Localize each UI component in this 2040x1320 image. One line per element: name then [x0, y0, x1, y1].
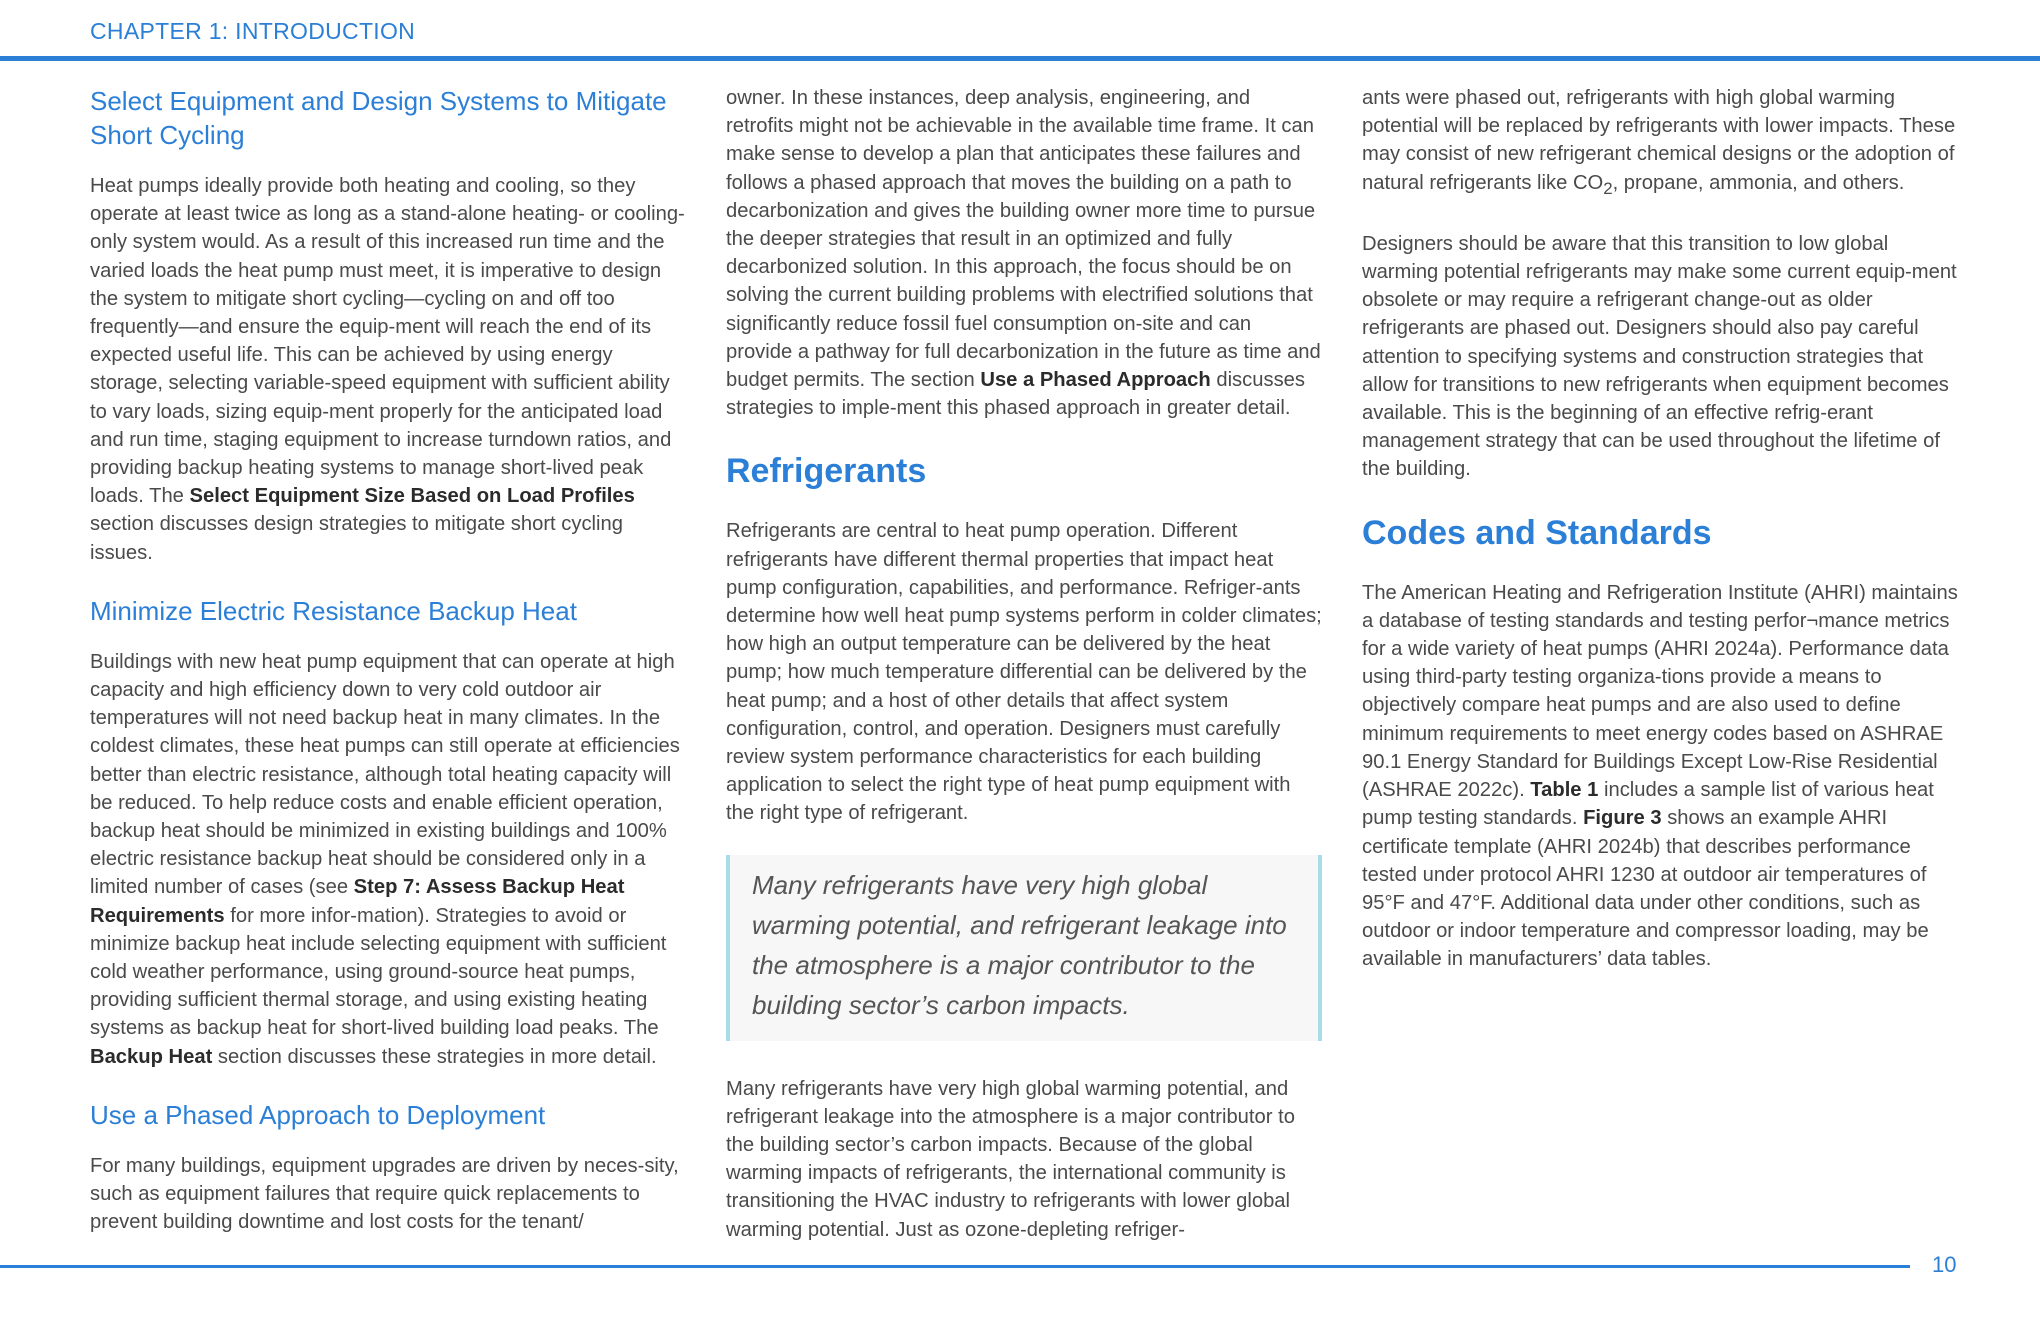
link-select-equipment-size: Select Equipment Size Based on Load Profiles [189, 485, 635, 508]
text-run: ants were phased out, refrigerants with high global warming potential will be replaced by refrigerants with lower impacts. These may consist of new refrigerant chemical designs or the adoption of natural refrigerants like CO [1362, 87, 1956, 194]
text-run: includes a sample list of various heat pump testing standards. [1362, 779, 1934, 830]
text-run: discusses strategies to imple-ment this phased approach in greater detail. [726, 369, 1305, 420]
paragraph-phased-approach: For many buildings, equipment upgrades are driven by neces-sity, such as equipment failures that require quick replacements to prevent building downtime and lost costs for the tenant/ [90, 1154, 679, 1234]
text-run: Buildings with new heat pump equipment that can operate at high capacity and high efficiency down to very cold outdoor air temperatures will not need backup heat in many climates. In the coldest climates, these heat pumps can still operate at efficiencies better than electric resistance, although total heating capacity will be reduced. To help reduce costs and enable efficient operation, backup heat should be minimized in existing buildings and 100% electric resistance backup heat should be considered only in a limited number of cases (see [90, 650, 680, 899]
pull-quote-text: Many refrigerants have very high global warming potential, and refrigerant leakage into the atmosphere is a major contributor to the building sector’s carbon impacts. [752, 869, 1287, 1020]
paragraph-phased-continued [726, 84, 1322, 422]
paragraph-short-cycling [90, 172, 686, 567]
section-heading-short-cycling: Select Equipment and Design Systems to Mitigate Short Cycling [90, 86, 667, 150]
header-rule [0, 56, 2040, 61]
paragraph-refrigerants: Refrigerants are central to heat pump operation. Different refrigerants have different thermal properties that impact heat pump configuration, capabilities, and performance. Refriger-ants determine how well heat pump systems perform in colder climates; how high an output temperature can be delivered by the heat pump; how much temperature differential can be delivered by the heat pump; and a host of other details that affect system configuration, control, and operation. Designers must carefully review system performance characteristics for each building application to select the right type of heat pump equipment with the right type of refrigerant. [726, 520, 1322, 825]
section-heading-refrigerants: Refrigerants [726, 452, 927, 491]
column-3 [1362, 84, 1958, 1001]
text-run: , propane, ammonia, and others. [1612, 171, 1905, 194]
text-run: owner. In these instances, deep analysis, engineering, and retrofits might not be achievable in the available time frame. It can make sense to develop a plan that anticipates these failures and follows a phased approach that moves the building on a path to decarbonization and gives the building owner more time to pursue the deeper strategies that result in an optimized and fully decarbonized solution. In this approach, the focus should be on solving the current building problems with electrified solutions that significantly reduce fossil fuel consumption on-site and can provide a pathway for full decarbonization in the future as time and budget permits. The section [726, 87, 1321, 392]
text-run: The American Heating and Refrigeration Institute (AHRI) maintains a database of testing standards and testing perfor¬mance metrics for a wide variety of heat pumps (AHRI 2024a). Performance data using third-party testing organiza-tions provide a means to objectively compare heat pumps and are also used to define minimum requirements to meet energy codes based on ASHRAE 90.1 Energy Standard for Buildings Except Low-Rise Residential (ASHRAE 2022c). [1362, 581, 1958, 802]
section-heading-backup-heat: Minimize Electric Resistance Backup Heat [90, 595, 577, 626]
section-heading-codes-standards: Codes and Standards [1362, 513, 1712, 552]
footer-rule [0, 1265, 1910, 1268]
link-table-1: Table 1 [1530, 779, 1599, 802]
text-run: shows an example AHRI certificate template (AHRI 2024b) that describes performance tested under protocol AHRI 1230 at outdoor air temperatures of 95°F and 47°F. Additional data under other conditions, such as outdoor or indoor temperature and compressor loading, may be available in manufacturers’ data tables. [1362, 807, 1929, 971]
link-figure-3: Figure 3 [1583, 807, 1662, 830]
column-1 [90, 84, 686, 1264]
page-number: 10 [1932, 1252, 1957, 1277]
paragraph-refrigerants-continued [1362, 84, 1958, 203]
link-step-7: Step 7: Assess Backup Heat Requirements [90, 876, 625, 927]
column-2 [726, 84, 1322, 1271]
section-heading-phased-approach: Use a Phased Approach to Deployment [90, 1099, 546, 1130]
link-backup-heat: Backup Heat [90, 1045, 213, 1068]
chapter-header: CHAPTER 1: INTRODUCTION [90, 18, 416, 44]
paragraph-refrigerants-gwp: Many refrigerants have very high global warming potential, and refrigerant leakage into the atmosphere is a major contributor to the building sector’s carbon impacts. Because of the global warming impacts of refrigerants, the international community is transitioning the HVAC industry to refrigerants with lower global warming potential. Just as ozone-depleting refriger- [726, 1077, 1295, 1241]
text-run: section discusses these strategies in more detail. [212, 1045, 657, 1068]
text-run: Heat pumps ideally provide both heating and cooling, so they operate at least twice as long as a stand-alone heating- or cooling-only system would. As a result of this increased run time and the varied loads the heat pump must meet, it is imperative to design the system to mitigate short cycling—cycling on and off too frequently—and ensure the equip-ment will reach the end of its expected useful life. This can be achieved by using energy storage, selecting variable-speed equipment with sufficient ability to vary loads, sizing equip-ment properly for the anticipated load and run time, staging equipment to increase turndown ratios, and providing backup heating systems to manage short-lived peak loads. The [90, 175, 685, 508]
text-run: section discusses design strategies to mitigate short cycling issues. [90, 513, 623, 564]
paragraph-transition: Designers should be aware that this transition to low global warming potential refrigerants may make some current equip-ment obsolete or may require a refrigerant change-out as older refrigerants are phased out. Designers should also pay careful attention to specifying systems and construction strategies that allow for transitions to new refrigerants when equipment becomes available. This is the beginning of an effective refrig-erant management strategy that can be used throughout the lifetime of the building. [1362, 232, 1957, 481]
subscript: 2 [1603, 178, 1613, 198]
link-use-phased-approach: Use a Phased Approach [980, 369, 1211, 392]
paragraph-backup-heat [90, 648, 686, 1071]
text-run: for more infor-mation). Strategies to avoid or minimize backup heat include selecting equipment with sufficient cold weather performance, using ground-source heat pumps, providing sufficient thermal storage, and using existing heating systems as backup heat for short-lived building load peaks. The [90, 904, 667, 1040]
pull-quote [726, 855, 1322, 1041]
paragraph-codes-standards [1362, 579, 1958, 974]
